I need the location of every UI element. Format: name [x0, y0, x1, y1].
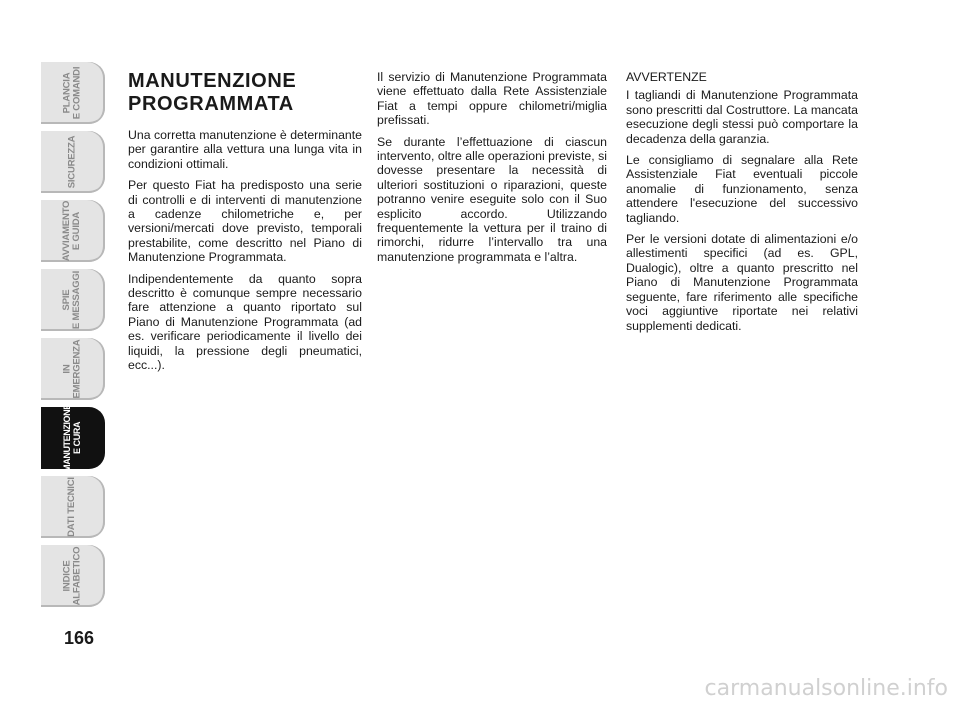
column-2: [377, 70, 607, 271]
tab-label: MANUTENZIONE E CURA: [62, 404, 83, 472]
tab-label: DATI TECNICI: [66, 477, 78, 537]
tab-dati-tecnici[interactable]: [41, 476, 105, 538]
watermark: carmanualsonline.info: [704, 676, 948, 701]
paragraph: I tagliandi di Manutenzione Programmata sono prescritti dal Costruttore. La mancata esecuzione degli stessi può comportare la decadenza della garanzia.: [626, 88, 858, 146]
paragraph: Per questo Fiat ha predisposto una serie di controlli e di interventi di manutenzione a cadenze chilometriche e, per versioni/mercati dove previsto, temporali prestabilite, come descritto nel Piano di Manutenzione Programmata.: [128, 178, 362, 265]
paragraph: Una corretta manutenzione è determinante per garantire alla vettura una lunga vita in condizioni ottimali.: [128, 128, 362, 171]
paragraph: Per le versioni dotate di alimentazioni e/o allestimenti specifici (ad es. GPL, Dualogic), oltre a quanto prescritto nel Piano di Manutenzione Programmata seguente, fare riferimento alle specifiche voci aggiuntive riportate nei relativi supplementi dedicati.: [626, 232, 858, 333]
tab-label: PLANCIA E COMANDI: [61, 66, 82, 120]
tab-spie-e-messaggi[interactable]: [41, 269, 105, 331]
paragraph: Il servizio di Manutenzione Programmata viene effettuato dalla Rete Assistenziale Fiat a tempi oppure chilometri/miglia prefissati.: [377, 70, 607, 128]
tab-manutenzione-e-cura[interactable]: [41, 404, 105, 472]
warnings-heading: AVVERTENZE: [626, 70, 707, 84]
tab-sicurezza[interactable]: [41, 131, 105, 193]
tab-label: AVVIAMENTO E GUIDA: [61, 200, 82, 262]
section-title: [128, 70, 362, 116]
section-title-line-2: PROGRAMMATA: [128, 93, 294, 115]
tab-plancia-e-comandi[interactable]: [41, 62, 105, 124]
column-3: [626, 70, 858, 340]
tab-avviamento-e-guida[interactable]: [41, 200, 105, 262]
page-number: 166: [63, 628, 95, 648]
tab-label: SPIE E MESSAGGI: [61, 270, 82, 330]
paragraph: Le consigliamo di segnalare alla Rete Assistenziale Fiat eventuali piccole anomalie di funzionamento, senza attendere l'esecuzione del successivo tagliando.: [626, 153, 858, 225]
tab-indice-alfabetico[interactable]: [41, 545, 105, 607]
paragraph: Indipendentemente da quanto sopra descritto è comunque sempre necessario fare attenzione a quanto riportato sul Piano di Manutenzione Programmata (ad es. verificare periodicamente il livello dei liquidi, la pressione degli pneumatici, ecc...).: [128, 271, 362, 373]
tab-label: SICUREZZA: [66, 135, 77, 189]
tab-label: IN EMERGENZA: [61, 339, 82, 399]
section-title-line-1: MANUTENZIONE: [128, 70, 297, 92]
paragraph: Se durante l’effettuazione di ciascun intervento, oltre alle operazioni previste, si dovesse presentare la necessità di ulteriori sostituzioni o riparazioni, queste potranno venire eseguite solo con il Suo esplicito accordo. Utilizzando frequentemente la vettura per il traino di rimorchi, ridurre l’intervallo tra una manutenzione programmata e l’altra.: [377, 134, 607, 264]
tab-in-emergenza[interactable]: [41, 338, 105, 400]
tab-label: INDICE ALFABETICO: [61, 546, 83, 606]
column-1: [128, 70, 362, 380]
